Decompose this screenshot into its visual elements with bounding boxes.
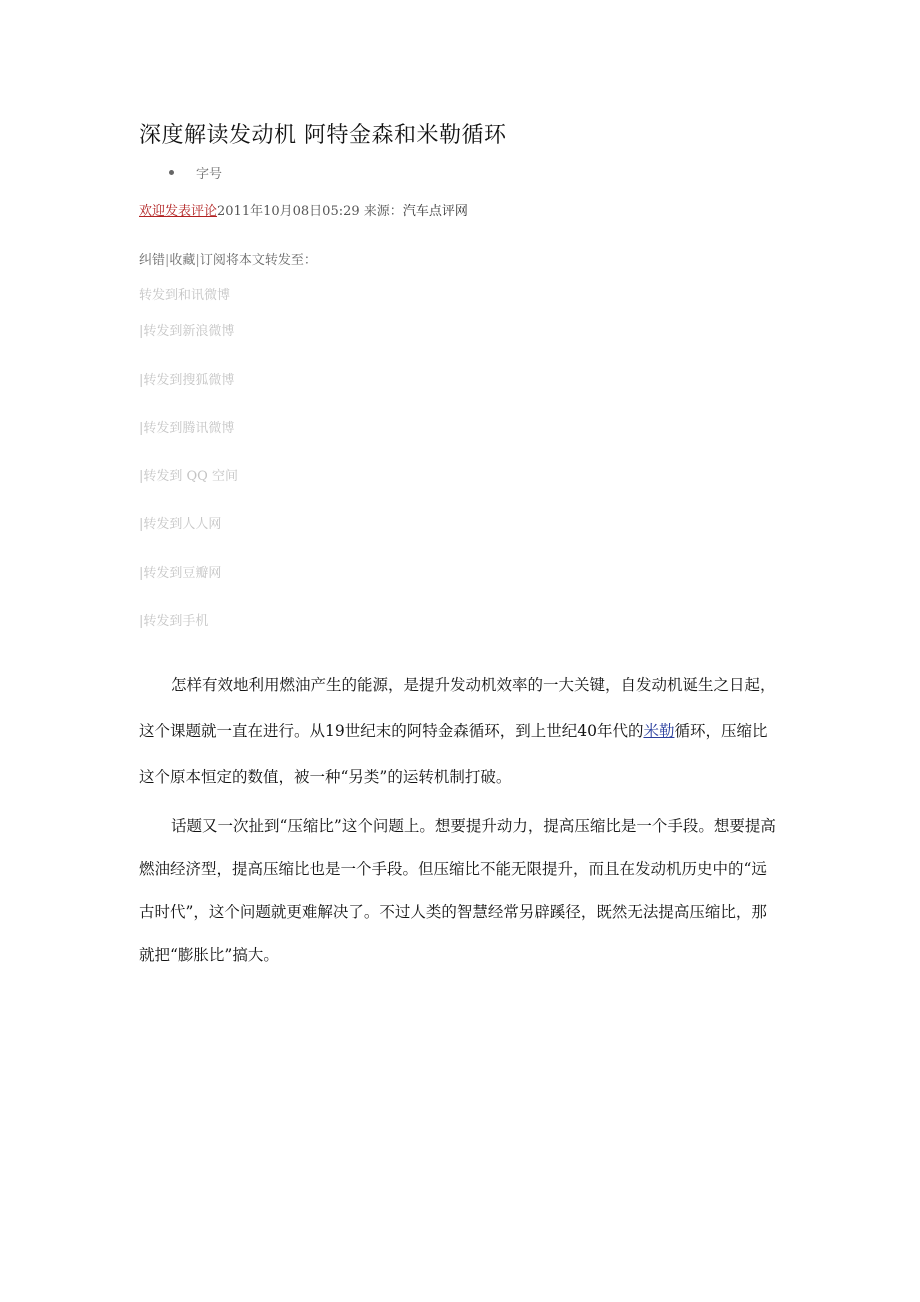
article-title: 深度解读发动机 阿特金森和米勒循环 (139, 123, 507, 148)
source-label: 来源： (363, 204, 403, 219)
share-qzone-link[interactable]: |转发到 QQ 空间 (139, 469, 238, 484)
share-sohu-weibo-link[interactable]: |转发到搜狐微博 (139, 373, 235, 388)
source-name: 汽车点评网 (402, 204, 468, 219)
article-paragraph-2 (139, 805, 779, 977)
subscribe-forward-label: 订阅将本文转发至： (199, 253, 317, 268)
comment-link[interactable]: 欢迎发表评论 (139, 204, 218, 219)
font-size-control[interactable] (169, 163, 222, 182)
separator: | (195, 253, 200, 268)
separator: | (165, 253, 170, 268)
paragraph-text: 怎样有效地利用燃油产生的能源，是提升发动机效率的一大关键，自发动机诞生之日起，这个课题就一直在进行。从19世纪末的阿特金森循环，到上世纪40年代的 (139, 676, 776, 740)
share-douban-link[interactable]: |转发到豆瓣网 (139, 566, 222, 581)
share-bar (139, 249, 317, 268)
correction-link[interactable]: 纠错 (139, 253, 166, 268)
miller-link[interactable]: 米勒 (643, 722, 675, 740)
share-mobile-link[interactable]: |转发到手机 (139, 614, 209, 629)
share-renren-link[interactable]: |转发到人人网 (139, 517, 222, 532)
share-hexun-weibo-link[interactable]: 转发到和讯微博 (139, 288, 231, 303)
paragraph-text: 话题又一次扯到“压缩比”这个问题上。想要提升动力，提高压缩比是一个手段。想要提高燃油经济型，提高压缩比也是一个手段。但压缩比不能无限提升，而且在发动机历史中的“远古时代”，这个问题就更难解决了。不过人类的智慧经常另辟蹊径，既然无法提高压缩比，那就把“膨胀比”搞大。 (139, 817, 776, 964)
font-size-label[interactable]: 字号 (196, 167, 223, 182)
paragraph-text: 循环，压缩比这个原本恒定的数值，被一种“另类”的运转机制打破。 (139, 722, 768, 786)
bullet-icon (169, 170, 174, 175)
article-paragraph-1 (139, 662, 779, 800)
favorite-link[interactable]: 收藏 (169, 253, 196, 268)
article-meta (139, 200, 468, 219)
share-tencent-weibo-link[interactable]: |转发到腾讯微博 (139, 421, 235, 436)
share-sina-weibo-link[interactable]: |转发到新浪微博 (139, 324, 235, 339)
publish-datetime: 2011年10月08日05:29 (217, 204, 360, 219)
